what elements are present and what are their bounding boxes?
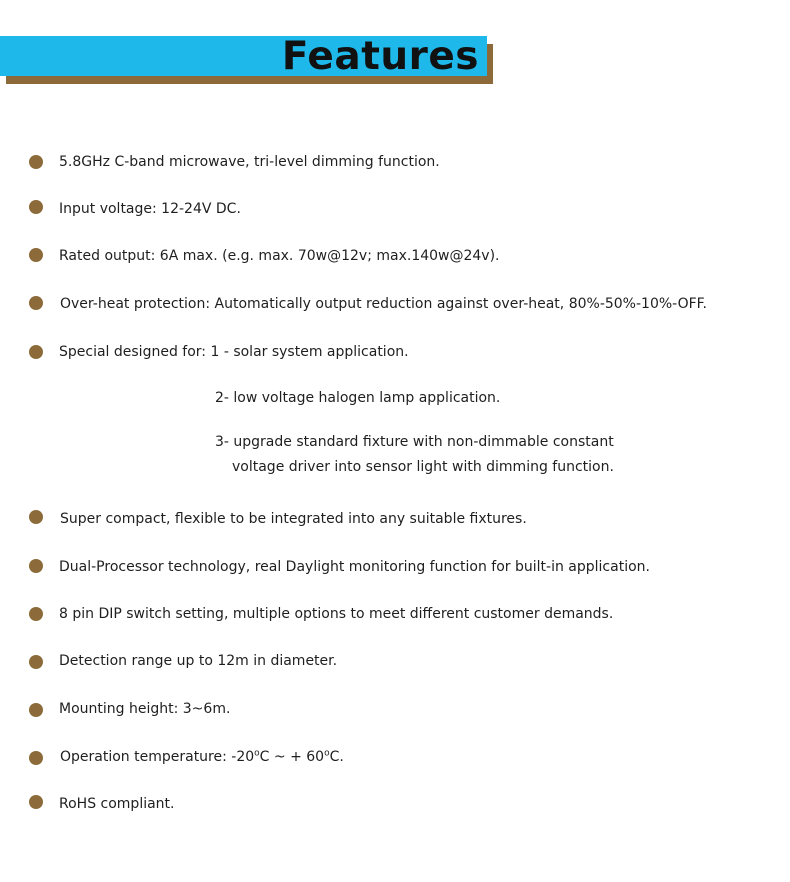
operation-temperature-label: Operation temperature: -20 — [60, 749, 255, 765]
banner-bar — [0, 34, 487, 79]
feature-text: Mounting height: 3~6m. — [59, 701, 231, 717]
special-item-3-continued: voltage driver into sensor light with dimming function. — [232, 459, 614, 475]
bullet-icon — [29, 607, 43, 621]
feature-text — [60, 747, 344, 767]
feature-text: 5.8GHz C-band microwave, tri-level dimming function. — [59, 154, 440, 170]
degree-sign: o — [254, 748, 260, 759]
feature-text: Over-heat protection: Automatically output reduction against over-heat, 80%-50%-10%-OFF. — [60, 296, 707, 312]
bullet-icon — [29, 200, 43, 214]
temperature-unit: C. — [329, 749, 344, 765]
degree-sign: o — [324, 748, 330, 759]
bullet-icon — [29, 703, 43, 717]
feature-text: Input voltage: 12-24V DC. — [59, 201, 241, 217]
feature-text: Super compact, flexible to be integrated into any suitable fixtures. — [60, 511, 527, 527]
bullet-icon — [29, 751, 43, 765]
temperature-range: C ~ + 60 — [259, 749, 325, 765]
bullet-icon — [29, 155, 43, 169]
feature-text: Detection range up to 12m in diameter. — [59, 653, 338, 669]
bullet-icon — [29, 510, 43, 524]
feature-text: 8 pin DIP switch setting, multiple options to meet different customer demands. — [59, 606, 614, 622]
feature-text: Rated output: 6A max. (e.g. max. 70w@12v; max.140w@24v). — [59, 248, 500, 264]
page-title: Features — [281, 34, 479, 79]
bullet-icon — [29, 795, 43, 809]
bullet-icon — [29, 559, 43, 573]
special-item-3: 3- upgrade standard fixture with non-dimmable constant — [215, 434, 614, 450]
feature-text: RoHS compliant. — [59, 796, 175, 812]
bullet-icon — [29, 296, 43, 310]
special-item-2: 2- low voltage halogen lamp application. — [215, 390, 501, 406]
feature-text: Dual-Processor technology, real Daylight monitoring function for built-in application. — [59, 559, 650, 575]
bullet-icon — [29, 655, 43, 669]
feature-text: Special designed for: 1 - solar system application. — [59, 344, 409, 360]
features-banner — [0, 0, 790, 100]
bullet-icon — [29, 345, 43, 359]
bullet-icon — [29, 248, 43, 262]
